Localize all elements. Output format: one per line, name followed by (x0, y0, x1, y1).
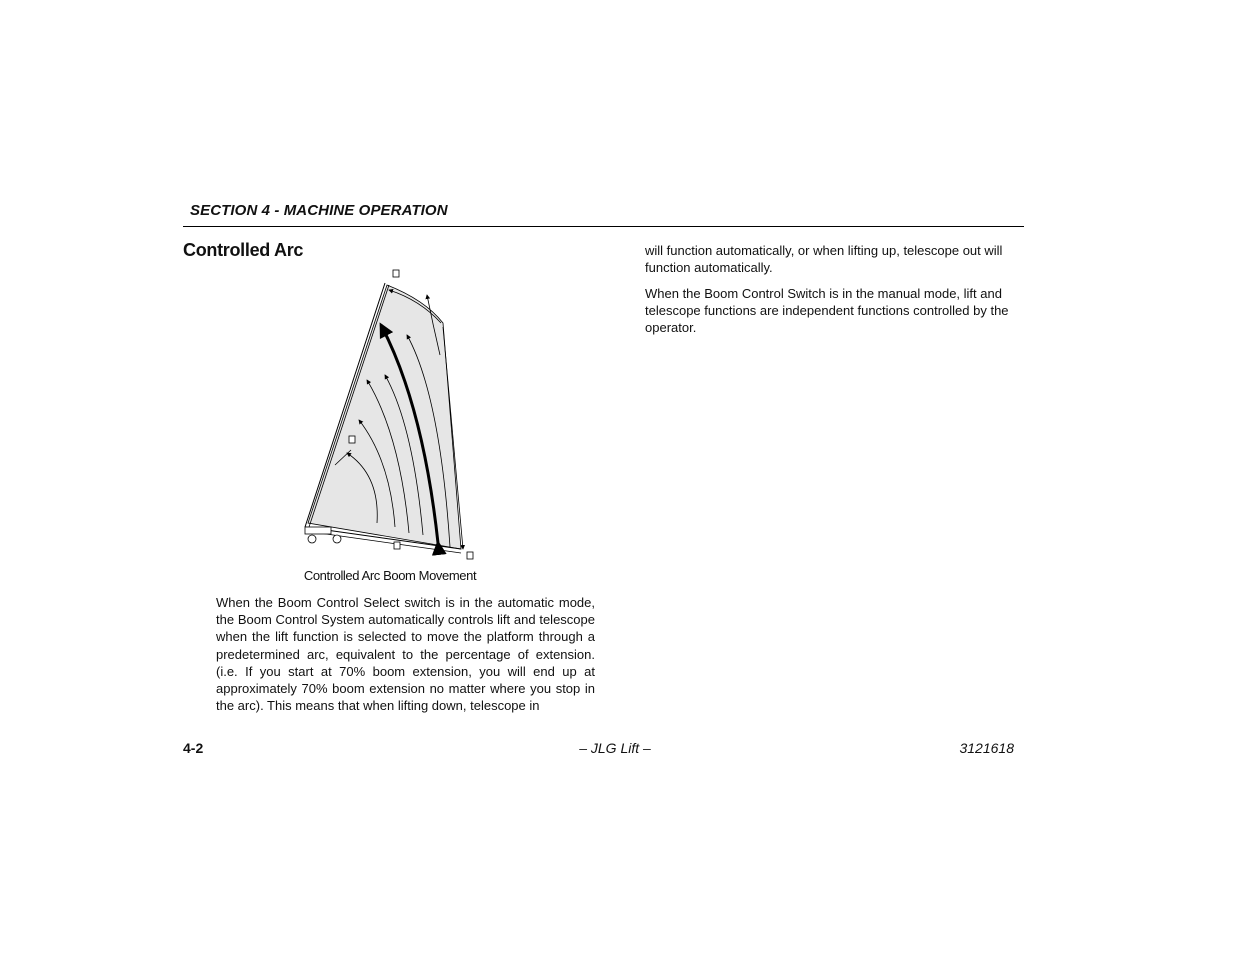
figure-caption: Controlled Arc Boom Movement (303, 568, 477, 583)
body-paragraph-right-2: When the Boom Control Switch is in the manual mode, lift and telescope functions are independent functions controlled by the operator. (645, 286, 1009, 336)
body-paragraph-right-1: will function automatically, or when lifting up, telescope out will function automatically. (645, 243, 1003, 276)
chassis (305, 527, 331, 534)
platform-icon-right (467, 552, 473, 559)
section-header: SECTION 4 - MACHINE OPERATION (190, 202, 448, 219)
platform-icon-top (393, 270, 399, 277)
wheel-front (308, 535, 316, 543)
body-paragraph-left: When the Boom Control Select switch is in the automatic mode, the Boom Control System automatically controls lift and telescope when the lift function is selected to move the platform through a predetermined arc, equivalent to the percentage of extension. (i.e. If you start at 70% boom extension, you will end up at approximately 70% boom extension no matter where you stop in the arc). This means that when lifting down, telescope in (216, 595, 595, 714)
boom-arc-diagram (295, 265, 485, 565)
header-rule (183, 226, 1024, 227)
topic-title: Controlled Arc (183, 240, 304, 260)
footer-brand: – JLG Lift – (579, 740, 651, 756)
boom-arc-figure (295, 265, 485, 565)
document-number: 3121618 (959, 740, 1014, 756)
platform-icon-base (394, 542, 400, 549)
wheel-rear (333, 535, 341, 543)
platform-icon-mid (349, 436, 355, 443)
page-number: 4-2 (183, 740, 204, 756)
